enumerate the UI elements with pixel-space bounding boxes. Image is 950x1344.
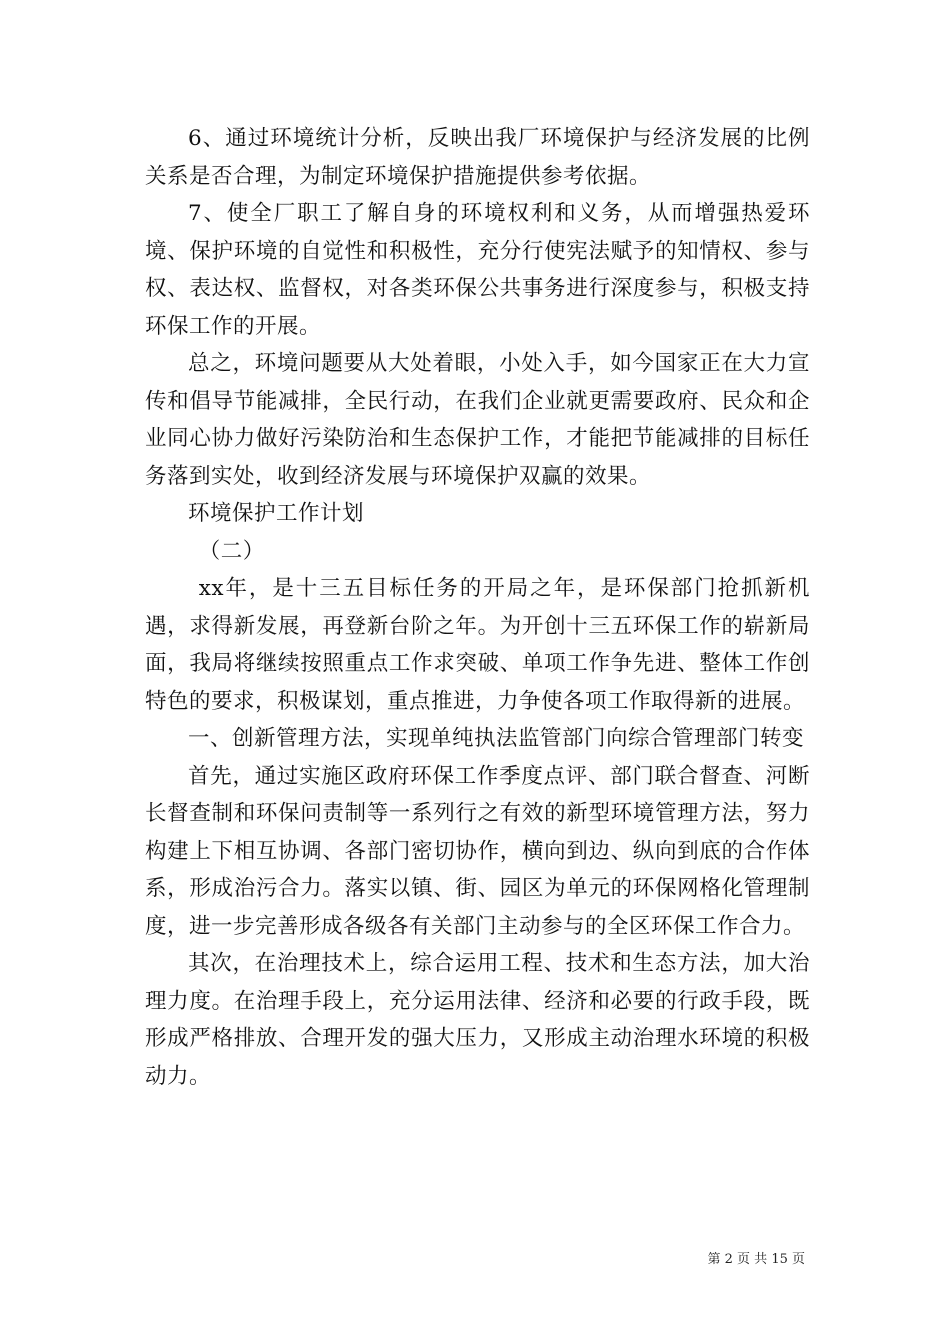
paragraph-second: 其次，在治理技术上，综合运用工程、技术和生态方法，加大治理力度。在治理手段上，充分运用法律、经济和必要的行政手段，既形成严格排放、合理开发的强大压力，又形成主动治理水环境的积极动力。 bbox=[145, 951, 810, 1089]
paragraph-item-6: 6、通过环境统计分析，反映出我厂环境保护与经济发展的比例关系是否合理，为制定环境保护措施提供参考依据。 bbox=[145, 126, 810, 189]
paragraph-item-7: 7、使全厂职工了解自身的环境权利和义务，从而增强热爱环境、保护环境的自觉性和积极性，充分行使宪法赋予的知情权、参与权、表达权、监督权，对各类环保公共事务进行深度参与，积极支持环保工作的开展。 bbox=[145, 201, 810, 339]
paragraph-first: 首先，通过实施区政府环保工作季度点评、部门联合督查、河断长督查制和环保问责制等一系列行之有效的新型环境管理方法，努力构建上下相互协调、各部门密切协作，横向到边、纵向到底的合作体系，形成治污合力。落实以镇、街、园区为单元的环保网格化管理制度，进一步完善形成各级各有关部门主动参与的全区环保工作合力。 bbox=[145, 763, 810, 939]
paragraph-summary: 总之，环境问题要从大处着眼，小处入手，如今国家正在大力宣传和倡导节能减排，全民行动，在我们企业就更需要政府、民众和企业同心协力做好污染防治和生态保护工作，才能把节能减排的目标任务落到实处，收到经济发展与环境保护双赢的效果。 bbox=[145, 351, 810, 489]
section-title: 环境保护工作计划 bbox=[188, 501, 365, 526]
paragraph-intro: xx年，是十三五目标任务的开局之年，是环保部门抢抓新机遇，求得新发展，再登新台阶之年。为开创十三五环保工作的崭新局面，我局将继续按照重点工作求突破、单项工作争先进、整体工作创特色的要求，积极谋划，重点推进，力争使各项工作取得新的进展。 bbox=[145, 576, 810, 714]
document-body bbox=[145, 120, 810, 1095]
section-subtitle: （二） bbox=[198, 538, 265, 564]
section-heading-one: 一、创新管理方法，实现单纯执法监管部门向综合管理部门转变 bbox=[188, 726, 805, 751]
page-number-footer: 第 2 页 共 15 页 bbox=[707, 1252, 805, 1267]
